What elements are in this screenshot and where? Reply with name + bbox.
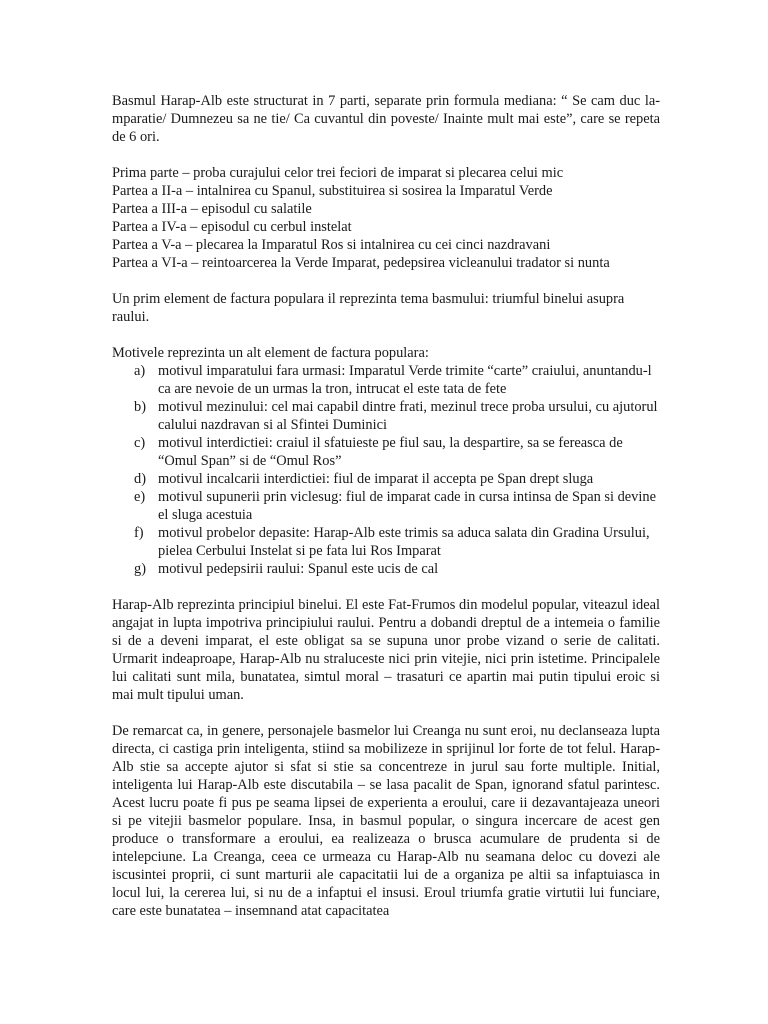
motive-marker: g) [134, 561, 146, 577]
motive-marker: f) [134, 525, 144, 541]
intro-paragraph: Basmul Harap-Alb este structurat in 7 parti, separate prin formula mediana: “ Se cam duc la-mparatie/ Dumnezeu sa ne tie/ Ca cuvantul din poveste/ Inainte mult mai este”, care se repeta de 6 ori. [112, 93, 660, 145]
motive-item-d [112, 470, 660, 488]
motive-text: motivul interdictiei: craiul il sfatuieste pe fiul sau, la despartire, sa se fereasca de “Omul Span” si de “Omul Ros” [158, 435, 623, 469]
motives-list [112, 362, 660, 578]
motive-text: motivul pedepsirii raului: Spanul este ucis de cal [158, 561, 439, 577]
part-line-1: Prima parte – proba curajului celor trei feciori de imparat si plecarea celui mic [112, 165, 564, 181]
motive-item-f [112, 524, 660, 560]
part-line-5: Partea a V-a – plecarea la Imparatul Ros si intalnirea cu cei cinci nazdravani [112, 237, 551, 253]
motive-item-e [112, 488, 660, 524]
part-line-6: Partea a VI-a – reintoarcerea la Verde Imparat, pedepsirea vicleanului tradator si nunta [112, 255, 610, 271]
motive-marker: e) [134, 489, 146, 505]
motive-text: motivul imparatului fara urmasi: Imparatul Verde trimite “carte” craiului, anuntandu-l ca are nevoie de un urmas la tron, intrucat el este tata de fete [158, 363, 652, 397]
motive-item-g [112, 560, 660, 578]
part-line-2: Partea a II-a – intalnirea cu Spanul, substituirea si sosirea la Imparatul Verde [112, 183, 553, 199]
part-line-3: Partea a III-a – episodul cu salatile [112, 201, 312, 217]
motive-item-b [112, 398, 660, 434]
motive-marker: b) [134, 399, 146, 415]
motives-intro: Motivele reprezinta un alt element de factura populara: [112, 345, 429, 361]
motive-text: motivul mezinului: cel mai capabil dintre frati, mezinul trece proba ursului, cu ajutorul calului nazdravan si al Sfintei Duminici [158, 399, 658, 433]
principle-paragraph: Harap-Alb reprezinta principiul binelui. El este Fat-Frumos din modelul popular, viteazul ideal angajat in lupta impotriva principiului raului. Pentru a dobandi dreptul de a intemeia o familie si de a deveni imparat, el este obligat sa se supuna unor probe vizand o serie de calitati. Urmarit indeaproape, Harap-Alb nu straluceste nici prin vitejie, nici prin istetime. Principalele lui calitati sunt mila, bunatatea, simtul moral – trasaturi ce apartin mai putin tipului eroic si mai mult tipului uman. [112, 597, 660, 703]
motive-marker: a) [134, 363, 146, 379]
motive-text: motivul supunerii prin viclesug: fiul de imparat cade in cursa intinsa de Span si devine el sluga acestuia [158, 489, 656, 523]
theme-paragraph: Un prim element de factura populara il reprezinta tema basmului: triumful binelui asupra raului. [112, 291, 625, 325]
motive-marker: c) [134, 435, 146, 451]
creanga-paragraph: De remarcat ca, in genere, personajele basmelor lui Creanga nu sunt eroi, nu declanseaza lupta directa, ci castiga prin inteligenta, stiind sa mobilizeze in sprijinul lor forte de tot felul. Harap-Alb stie sa accepte ajutor si sfat si stie sa concentreze in jurul sau forte multiple. Initial, inteligenta lui Harap-Alb este discutabila – se lasa pacalit de Span, ignorand sfatul parintesc. Acest lucru poate fi pus pe seama lipsei de experienta a eroului, care ii dezavantajeaza uneori si pe vitejii basmelor populare. Insa, in basmul popular, o singura incercare de acest gen produce o transformare a eroului, ea realizeaza o brusca acumulare de prudenta si de intelepciune. La Creanga, ceea ce urmeaza cu Harap-Alb nu seamana deloc cu dovezi ale iscusintei proprii, ci sunt marturii ale capacitatii lui de a organiza pe altii sa infaptuiasca in locul lui, la cererea lui, si nu de a infaptui el insusi. Eroul triumfa gratie virtutii lui funciare, care este bunatatea – insemnand atat capacitatea [112, 723, 660, 919]
motive-marker: d) [134, 471, 146, 487]
motive-text: motivul incalcarii interdictiei: fiul de imparat il accepta pe Span drept sluga [158, 471, 594, 487]
parts-list [112, 164, 660, 272]
motive-text: motivul probelor depasite: Harap-Alb este trimis sa aduca salata din Gradina Ursului, pielea Cerbului Instelat si pe fata lui Ros Imparat [158, 525, 650, 559]
document-body [112, 92, 660, 938]
motive-item-c [112, 434, 660, 470]
part-line-4: Partea a IV-a – episodul cu cerbul instelat [112, 219, 352, 235]
motive-item-a [112, 362, 660, 398]
